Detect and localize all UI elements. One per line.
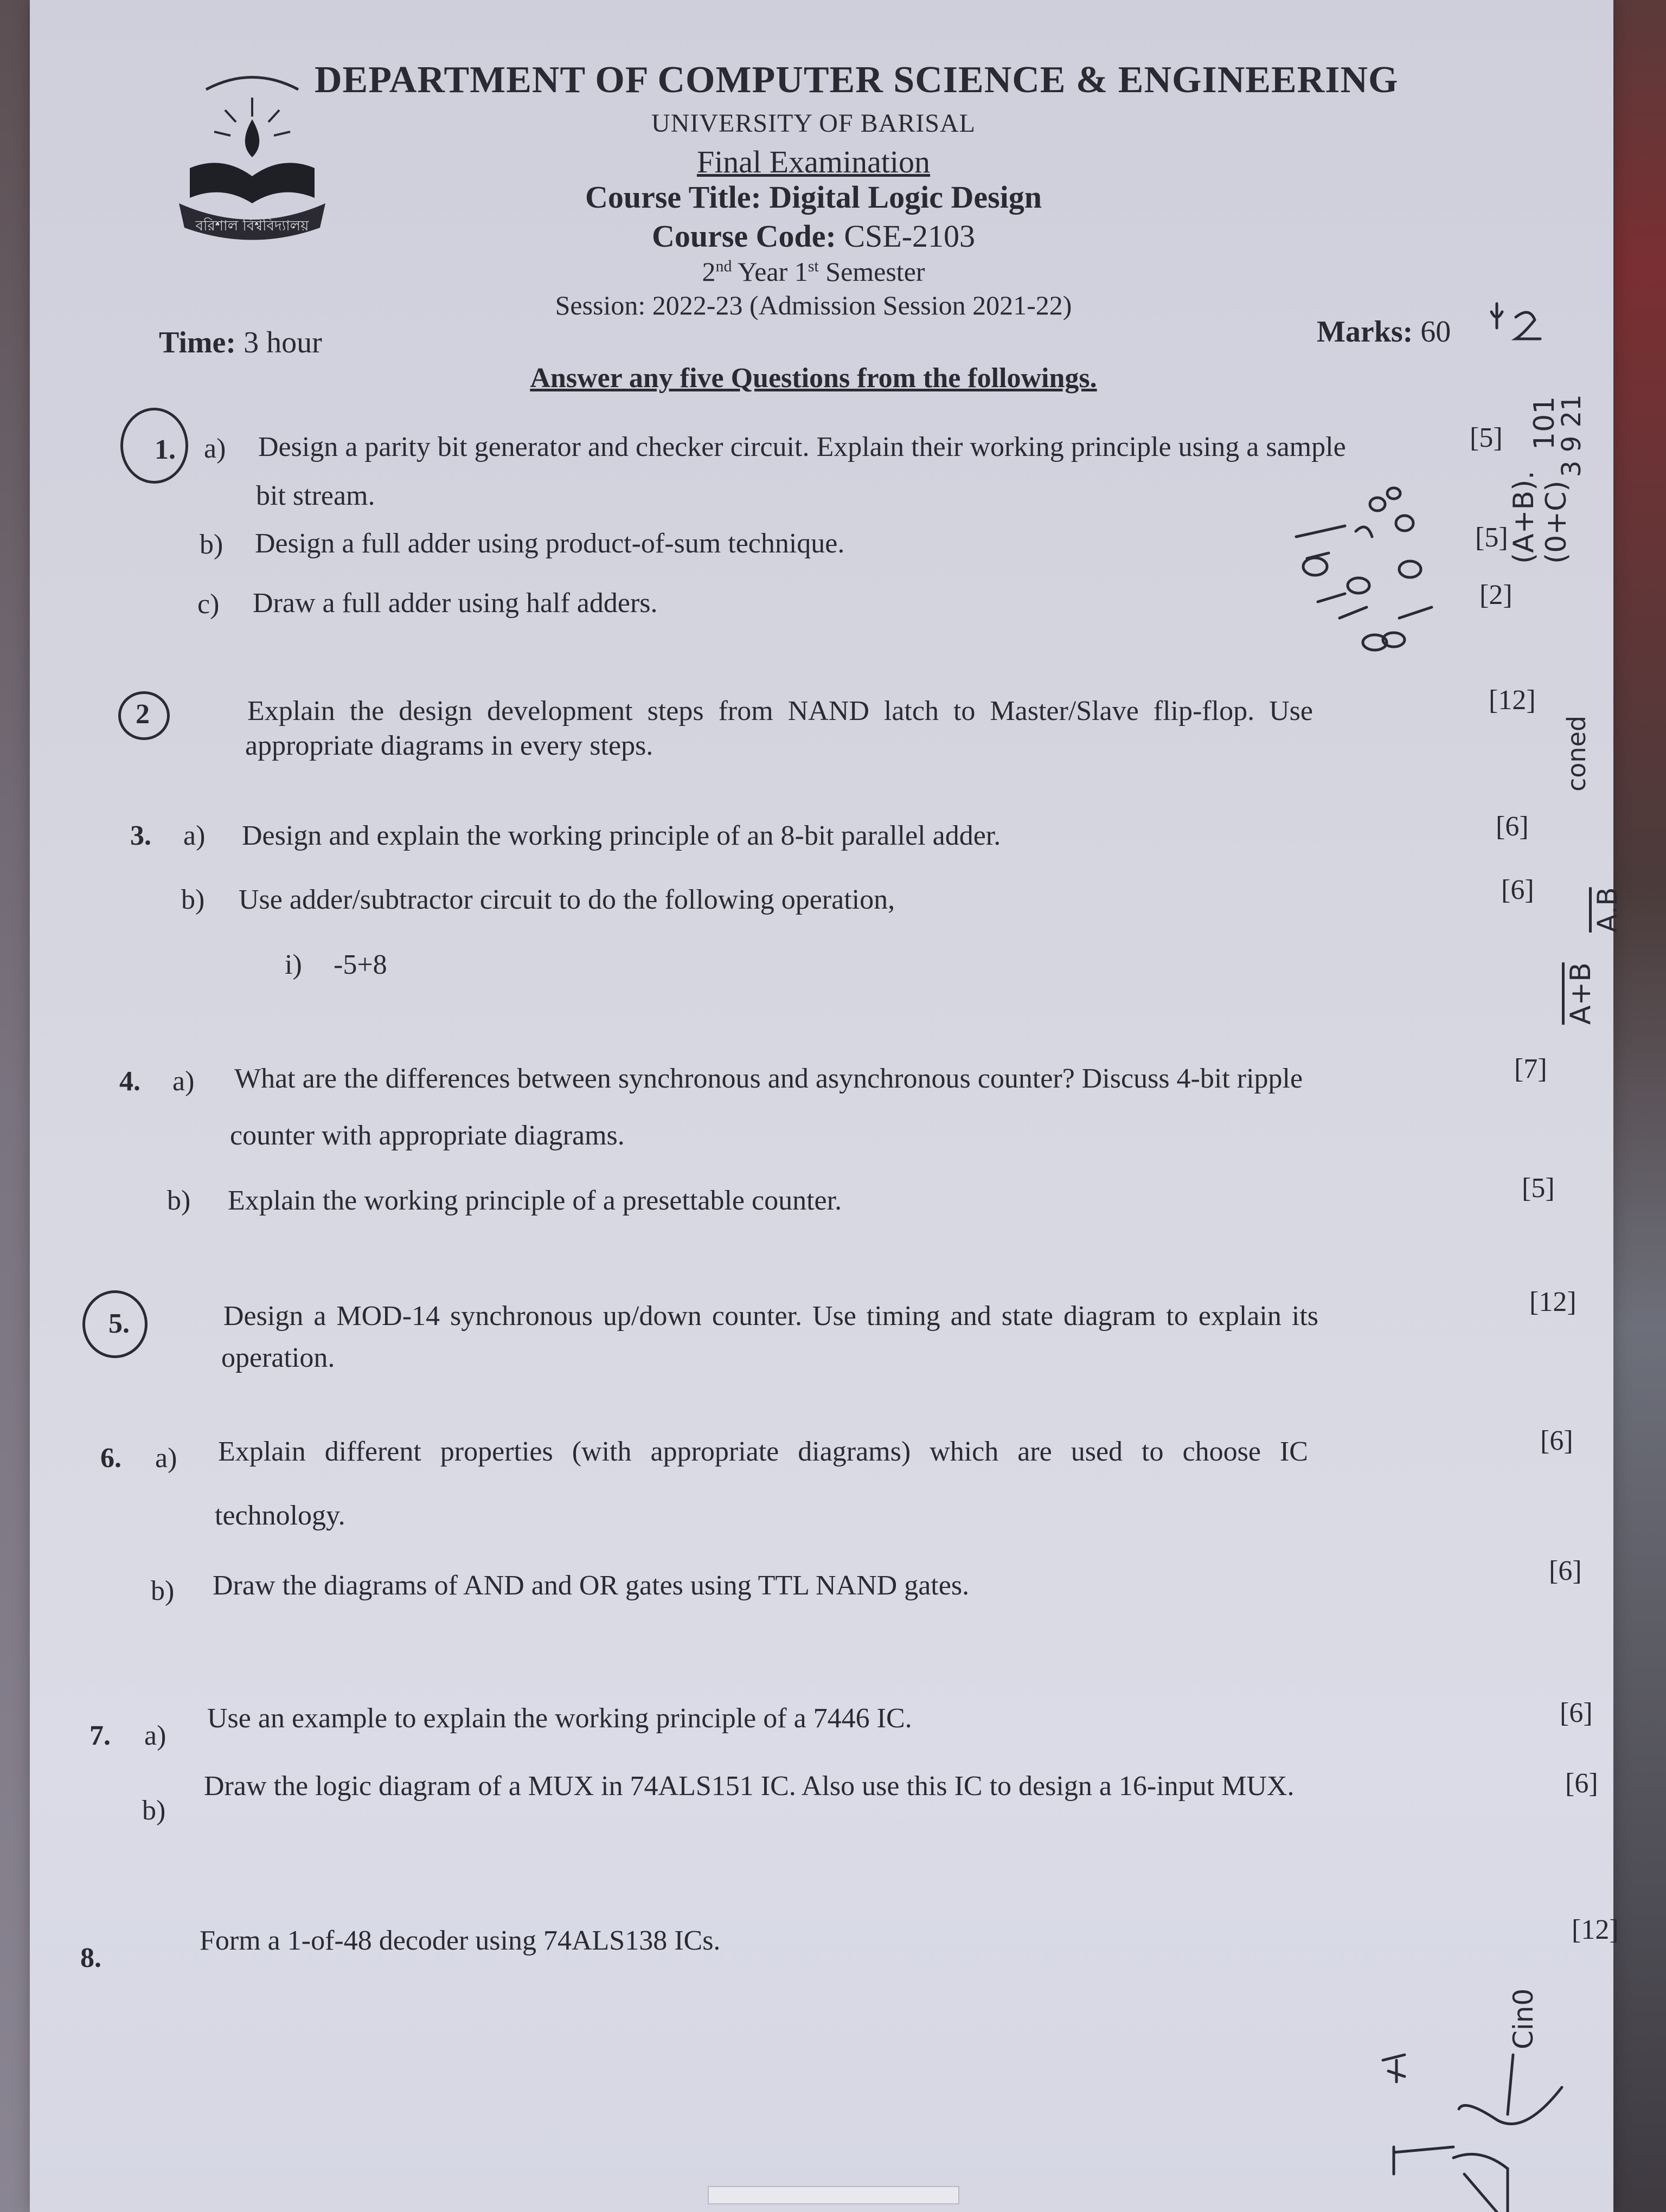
q5-text-line1: Design a MOD-14 synchronous up/down counter. Use timing and state diagram to explain its (223, 1301, 1319, 1332)
q1-number: 1. (155, 434, 176, 465)
q4b-label: b) (167, 1185, 191, 1216)
handwriting-binary: 101 (1528, 396, 1561, 450)
q1a-marks: [5] (1470, 422, 1503, 453)
handwriting-marks-note (1486, 301, 1551, 344)
university-name: UNIVERSITY OF BARISAL (651, 109, 976, 138)
time-value: 3 hour (244, 326, 322, 359)
q7a-marks: [6] (1560, 1697, 1593, 1728)
q4a-marks: [7] (1514, 1053, 1547, 1084)
q3a-text: Design and explain the working principle of an 8-bit parallel adder. (242, 820, 1001, 851)
exam-title: Final Examination (696, 144, 931, 179)
background-right (1605, 0, 1666, 2212)
course-title-value: Digital Logic Design (769, 179, 1042, 215)
time-allowed (159, 325, 322, 360)
q6a-label: a) (155, 1443, 177, 1474)
course-code-label: Course Code: (651, 218, 836, 254)
semester-text: Semester (818, 256, 925, 287)
total-marks (1317, 314, 1451, 349)
session-info: Session: 2022-23 (Admission Session 2021-22) (555, 290, 1072, 320)
q8-number: 8. (80, 1943, 101, 1973)
q3b-text: Use adder/subtractor circuit to do the following operation, (239, 884, 895, 915)
q6b-text: Draw the diagrams of AND and OR gates using TTL NAND gates. (213, 1570, 970, 1601)
handwriting-numbers: 3 9 21 (1556, 394, 1587, 477)
q1a-label: a) (204, 433, 226, 464)
q6a-text-line1: Explain different properties (with appropriate diagrams) which are used to choose IC (218, 1436, 1308, 1467)
q7b-text: Draw the logic diagram of a MUX in 74ALS151 IC. Also use this IC to design a 16-input MUX. (204, 1771, 1295, 1802)
q1a-text-line2: bit stream. (256, 480, 375, 511)
year-text: Year 1 (732, 256, 808, 287)
q4b-marks: [5] (1522, 1173, 1555, 1204)
q6-number: 6. (100, 1443, 121, 1474)
time-label: Time: (159, 326, 236, 359)
year-semester (0, 256, 1627, 287)
q1b-text: Design a full adder using product-of-sum technique. (255, 528, 845, 559)
q1b-marks: [5] (1475, 522, 1508, 553)
q2-text-line1: Explain the design development steps from NAND latch to Master/Slave flip-flop. Use (247, 696, 1313, 726)
q4b-text: Explain the working principle of a presettable counter. (228, 1185, 842, 1216)
q3a-label: a) (183, 820, 206, 851)
course-title-label: Course Title: (585, 179, 761, 215)
q5-marks: [12] (1529, 1287, 1577, 1317)
q5-text-line2: operation. (221, 1342, 335, 1373)
course-title (0, 179, 1627, 215)
q7-number: 7. (89, 1720, 111, 1751)
q7a-text: Use an example to explain the working principle of a 7446 IC. (207, 1703, 912, 1734)
q4a-text-line2: counter with appropriate diagrams. (230, 1120, 625, 1151)
q6b-label: b) (151, 1576, 175, 1606)
handwriting-sum: A+B (1565, 962, 1597, 1025)
q8-text: Form a 1-of-48 decoder using 74ALS138 ICs. (200, 1925, 721, 1956)
handwriting-product: A.B (1592, 887, 1623, 933)
course-code (0, 218, 1627, 254)
q1a-text-line1: Design a parity bit generator and checker circuit. Explain their working principle using a sample (258, 432, 1346, 462)
semester-suffix: st (808, 257, 819, 275)
q1c-label: c) (197, 589, 220, 620)
marks-value: 60 (1420, 315, 1451, 349)
q6b-marks: [6] (1549, 1555, 1582, 1586)
handwriting-cin: Cin0 (1508, 1988, 1539, 2049)
q5-number: 5. (108, 1308, 130, 1339)
q6a-marks: [6] (1540, 1425, 1573, 1456)
q7b-marks: [6] (1565, 1768, 1598, 1799)
q3b-i-text: -5+8 (334, 949, 387, 980)
q2-number: 2 (136, 699, 150, 730)
q1c-text: Draw a full adder using half adders. (253, 588, 658, 619)
handwriting-expr: (A+B).(0+C) (1508, 471, 1573, 564)
q4-number: 4. (119, 1066, 140, 1097)
q6a-text-line2: technology. (215, 1500, 345, 1531)
q4a-text-line1: What are the differences between synchronous and asynchronous counter? Discuss 4-bit ripple (234, 1063, 1303, 1094)
q8-marks: [12] (1572, 1914, 1619, 1945)
q1c-marks: [2] (1479, 580, 1513, 610)
handwriting-circuit-sketch (1372, 2039, 1589, 2212)
department-heading: DEPARTMENT OF COMPUTER SCIENCE & ENGINEERING (315, 59, 1399, 101)
handwriting-scribble-figures (1274, 477, 1453, 661)
instruction: Answer any five Questions from the followings. (530, 363, 1097, 394)
q3a-marks: [6] (1496, 811, 1529, 842)
year-suffix: nd (715, 257, 732, 275)
q1b-label: b) (200, 529, 223, 560)
q7b-label: b) (142, 1795, 166, 1826)
year-number: 2 (702, 256, 716, 287)
q3b-marks: [6] (1501, 874, 1534, 905)
marks-label: Marks: (1317, 315, 1413, 349)
svg-text:বরিশাল বিশ্ববিদ্যালয়: বরিশাল বিশ্ববিদ্যালয় (195, 218, 309, 234)
q3b-label: b) (181, 884, 205, 915)
q7a-label: a) (144, 1720, 166, 1751)
q2-marks: [12] (1489, 685, 1536, 716)
handwriting-word: coned (1562, 715, 1591, 792)
q3b-i-label: i) (285, 949, 302, 980)
course-code-value: CSE-2103 (844, 218, 976, 254)
q2-text-line2: appropriate diagrams in every steps. (245, 730, 653, 761)
q3-number: 3. (130, 820, 151, 851)
footer-watermark (708, 2186, 959, 2204)
q4a-label: a) (172, 1066, 195, 1097)
